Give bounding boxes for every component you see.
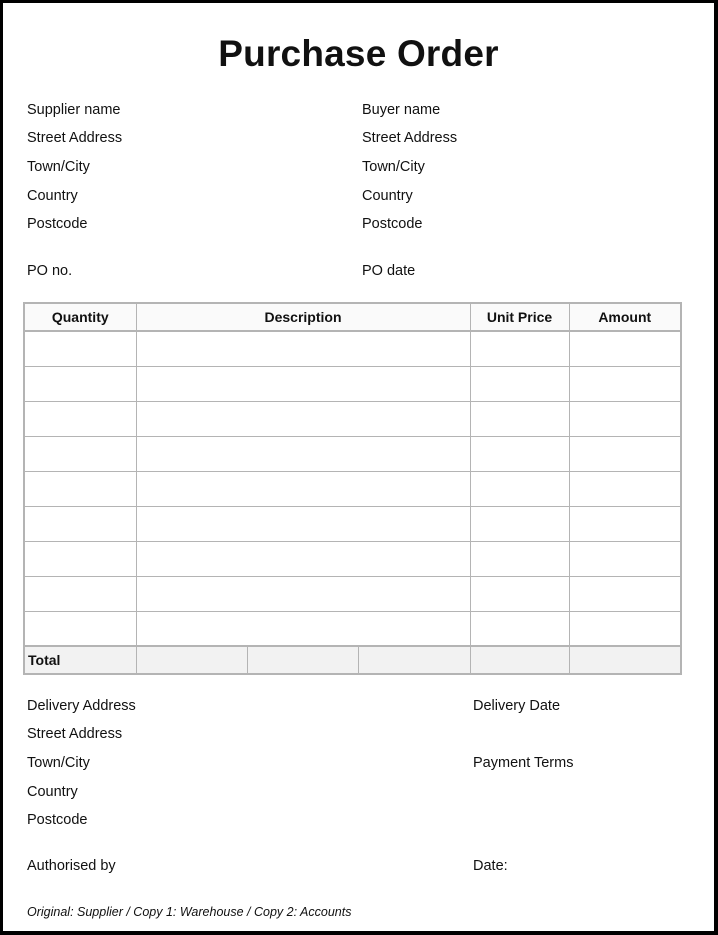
delivery-date-label: Delivery Date	[473, 698, 561, 714]
table-row	[24, 576, 681, 611]
po-number-label: PO no.	[27, 263, 73, 279]
authorised-by-label: Authorised by	[27, 858, 116, 874]
buyer-name-label: Buyer name	[362, 102, 441, 118]
header-unit-price: Unit Price	[470, 303, 569, 331]
buyer-country-label: Country	[362, 188, 413, 204]
unit-price-cell[interactable]	[470, 436, 569, 471]
total-amount-cell	[569, 646, 681, 674]
supplier-name-label: Supplier name	[27, 102, 121, 118]
total-cell	[358, 646, 470, 674]
delivery-address-label: Delivery Address	[27, 698, 136, 714]
table-header-row	[24, 303, 681, 331]
quantity-cell[interactable]	[24, 506, 136, 541]
table-row	[24, 366, 681, 401]
buyer-street-label: Street Address	[362, 130, 458, 146]
description-cell[interactable]	[136, 401, 470, 436]
table-row	[24, 541, 681, 576]
amount-cell[interactable]	[569, 471, 681, 506]
description-cell[interactable]	[136, 576, 470, 611]
quantity-cell[interactable]	[24, 366, 136, 401]
table-row	[24, 611, 681, 646]
total-label: Total	[24, 646, 136, 674]
table-row	[24, 331, 681, 366]
description-cell[interactable]	[136, 541, 470, 576]
unit-price-cell[interactable]	[470, 331, 569, 366]
total-cell	[470, 646, 569, 674]
amount-cell[interactable]	[569, 506, 681, 541]
amount-cell[interactable]	[569, 401, 681, 436]
description-cell[interactable]	[136, 471, 470, 506]
unit-price-cell[interactable]	[470, 576, 569, 611]
quantity-cell[interactable]	[24, 471, 136, 506]
delivery-postcode-label: Postcode	[27, 812, 88, 828]
items-table	[23, 302, 682, 675]
amount-cell[interactable]	[569, 436, 681, 471]
supplier-street-label: Street Address	[27, 130, 123, 146]
quantity-cell[interactable]	[24, 436, 136, 471]
payment-terms-label: Payment Terms	[473, 755, 574, 771]
unit-price-cell[interactable]	[470, 471, 569, 506]
delivery-town-label: Town/City	[27, 755, 90, 771]
buyer-postcode-label: Postcode	[362, 216, 423, 232]
unit-price-cell[interactable]	[470, 506, 569, 541]
amount-cell[interactable]	[569, 576, 681, 611]
amount-cell[interactable]	[569, 611, 681, 646]
supplier-country-label: Country	[27, 188, 78, 204]
table-row	[24, 471, 681, 506]
description-cell[interactable]	[136, 436, 470, 471]
unit-price-cell[interactable]	[470, 401, 569, 436]
buyer-town-label: Town/City	[362, 159, 425, 175]
header-quantity: Quantity	[24, 303, 136, 331]
table-row	[24, 436, 681, 471]
delivery-street-label: Street Address	[27, 726, 123, 742]
description-cell[interactable]	[136, 366, 470, 401]
amount-cell[interactable]	[569, 366, 681, 401]
copy-distribution-note: Original: Supplier / Copy 1: Warehouse / Copy 2: Accounts	[27, 905, 352, 919]
description-cell[interactable]	[136, 331, 470, 366]
header-amount: Amount	[569, 303, 681, 331]
unit-price-cell[interactable]	[470, 541, 569, 576]
date-label: Date:	[473, 858, 508, 874]
quantity-cell[interactable]	[24, 331, 136, 366]
delivery-country-label: Country	[27, 784, 78, 800]
supplier-postcode-label: Postcode	[27, 216, 88, 232]
total-row	[24, 646, 681, 674]
po-date-label: PO date	[362, 263, 416, 279]
supplier-town-label: Town/City	[27, 159, 90, 175]
quantity-cell[interactable]	[24, 576, 136, 611]
table-row	[24, 401, 681, 436]
page-title: Purchase Order	[218, 33, 499, 74]
total-cell	[136, 646, 247, 674]
description-cell[interactable]	[136, 611, 470, 646]
unit-price-cell[interactable]	[470, 611, 569, 646]
header-description: Description	[136, 303, 470, 331]
unit-price-cell[interactable]	[470, 366, 569, 401]
description-cell[interactable]	[136, 506, 470, 541]
amount-cell[interactable]	[569, 541, 681, 576]
quantity-cell[interactable]	[24, 401, 136, 436]
amount-cell[interactable]	[569, 331, 681, 366]
table-row	[24, 506, 681, 541]
quantity-cell[interactable]	[24, 611, 136, 646]
quantity-cell[interactable]	[24, 541, 136, 576]
total-cell	[247, 646, 358, 674]
